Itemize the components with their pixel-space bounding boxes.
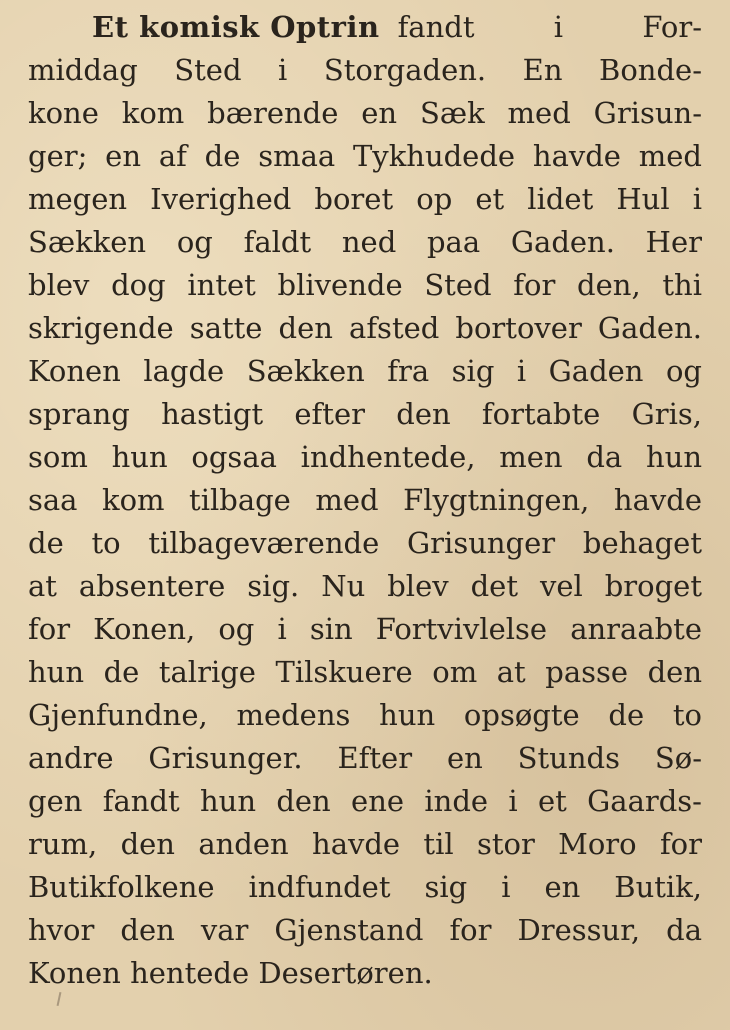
- article-line: at absentere sig. Nu blev det vel broget: [28, 569, 702, 603]
- article-last-line: Konen hentede Desertøren.: [28, 956, 433, 990]
- article-line: saa kom tilbage med Flygtningen, havde: [28, 483, 702, 517]
- article-first-line: [28, 6, 702, 49]
- article-line: som hun ogsaa indhentede, men da hun: [28, 440, 702, 474]
- article-line: Butikfolkene indfundet sig i en Butik,: [28, 870, 702, 904]
- article-line: de to tilbageværende Grisunger behaget: [28, 526, 702, 560]
- article-line: sprang hastigt efter den fortabte Gris,: [28, 397, 702, 431]
- article-line: blev dog intet blivende Sted for den, thi: [28, 268, 702, 302]
- article-line: Konen lagde Sækken fra sig i Gaden og: [28, 354, 702, 388]
- article-line: for Konen, og i sin Fortvivlelse anraabte: [28, 612, 702, 646]
- article-line: hvor den var Gjenstand for Dressur, da: [28, 913, 702, 947]
- article-headline: Et komisk Optrin: [92, 10, 380, 44]
- article-line: ger; en af de smaa Tykhudede havde med: [28, 139, 702, 173]
- article-line: andre Grisunger. Efter en Stunds Sø-: [28, 741, 702, 775]
- article-line: middag Sted i Storgaden. En Bonde-: [28, 53, 702, 87]
- article-first-line-text: fandt i For-: [397, 10, 702, 44]
- article-line: skrigende satte den afsted bortover Gaden.: [28, 311, 702, 345]
- article-line: Sækken og faldt ned paa Gaden. Her: [28, 225, 702, 259]
- article-line: hun de talrige Tilskuere om at passe den: [28, 655, 702, 689]
- article-line: megen Iverighed boret op et lidet Hul i: [28, 182, 702, 216]
- article-line: gen fandt hun den ene inde i et Gaards-: [28, 784, 702, 818]
- article-line: kone kom bærende en Sæk med Grisun-: [28, 96, 702, 130]
- article-line: rum, den anden havde til stor Moro for: [28, 827, 702, 861]
- article-line: Gjenfundne, medens hun opsøgte de to: [28, 698, 702, 732]
